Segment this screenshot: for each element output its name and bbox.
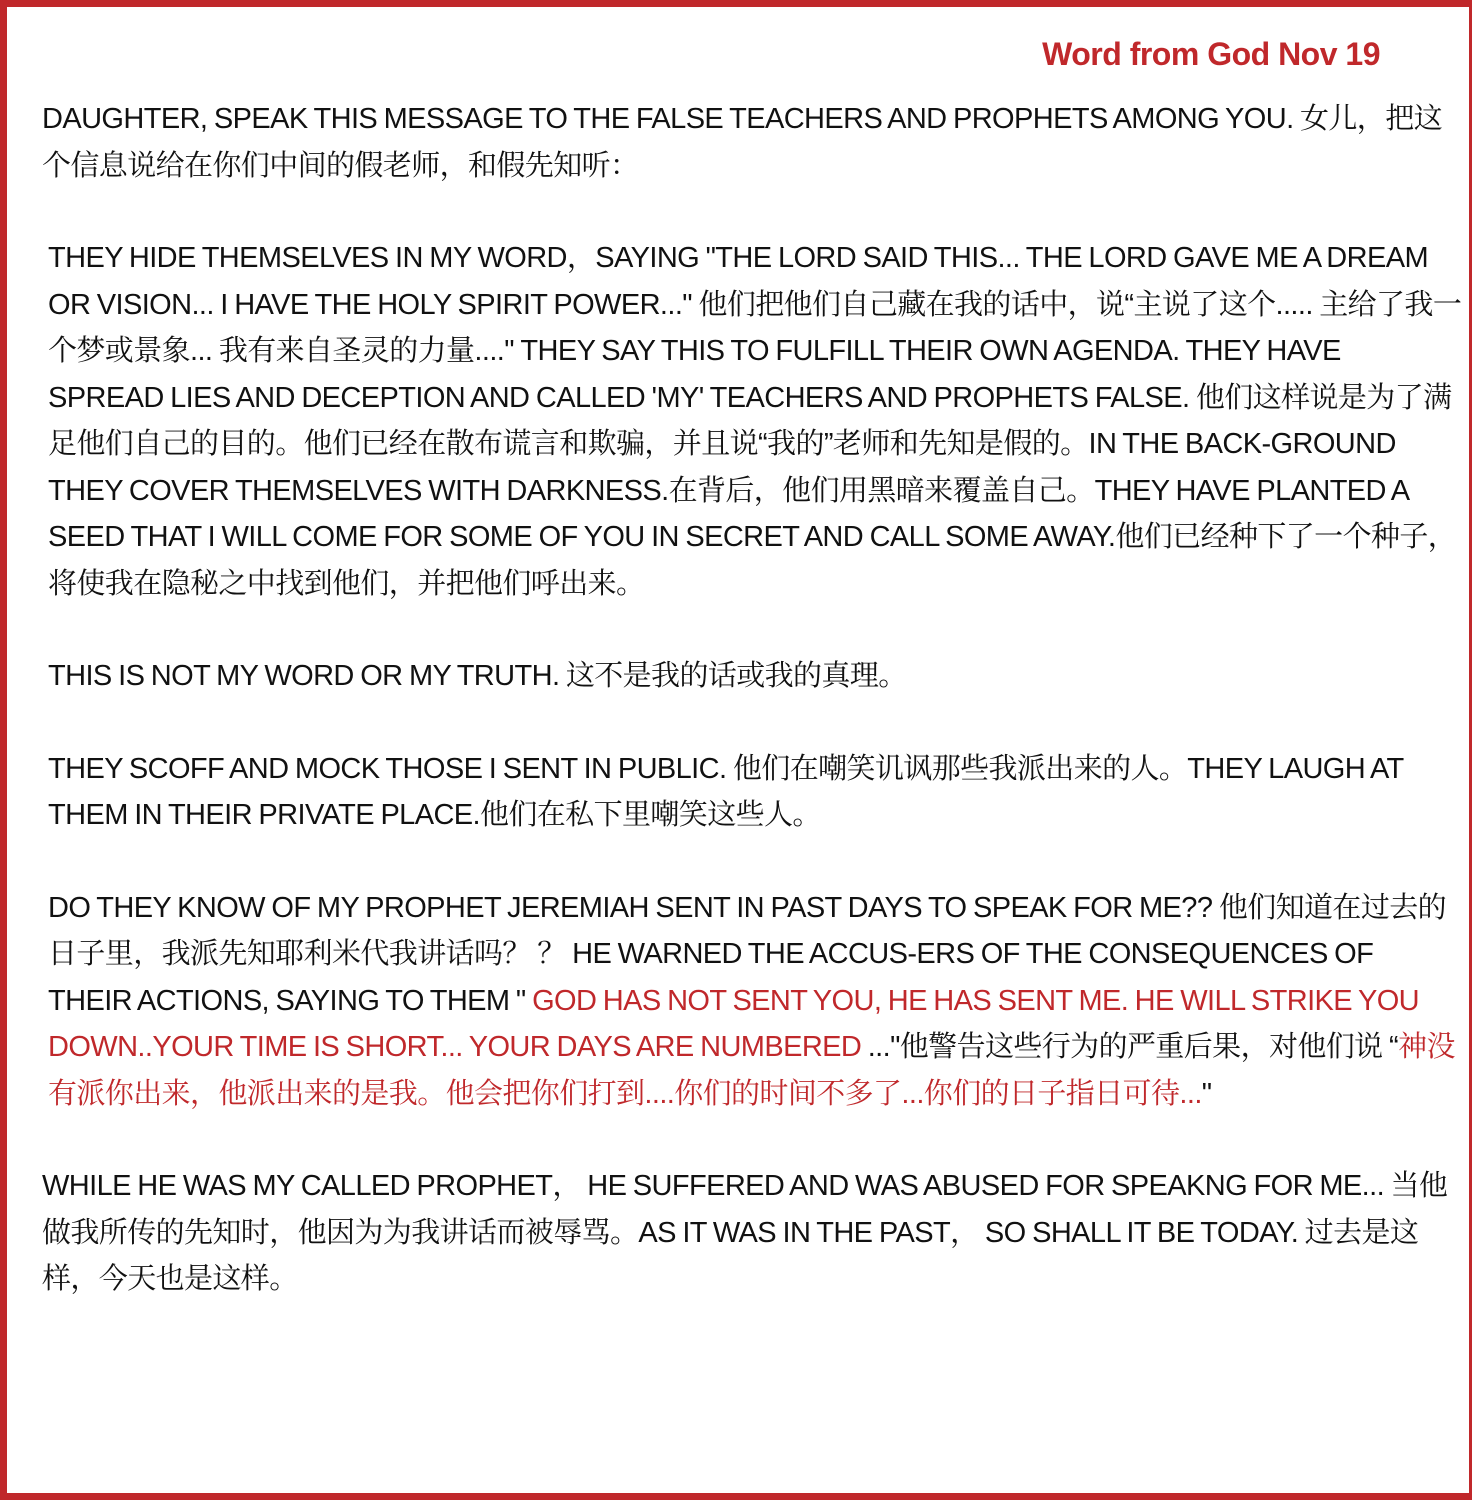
paragraph-scoff-mock: THEY SCOFF AND MOCK THOSE I SENT IN PUBLIC. 他们在嘲笑讥讽那些我派出来的人。THEY LAUGH AT THEM IN THEIR PRIVATE PLACE.他们在私下里嘲笑这些人。 [48, 752, 1404, 831]
paragraph-not-my-word: THIS IS NOT MY WORD OR MY TRUTH. 这不是我的话或我的真理。 [48, 660, 907, 692]
jeremiah-text-c: " [1201, 1077, 1212, 1110]
paragraph-jeremiah [42, 885, 1462, 1118]
paragraph-suffered: WHILE HE WAS MY CALLED PROPHET， HE SUFFERED AND WAS ABUSED FOR SPEAKNG FOR ME... 当他做我所传的先知时，他因为为我讲话而被辱骂。AS IT WAS IN THE PAST， SO SHALL IT BE TODAY. 过去是这样，今天也是这样。 [42, 1170, 1448, 1295]
jeremiah-quote-chinese: 神没有派你出来，他派出来的是我。他会把你们打到....你们的时间不多了...你们的日子指日可待... [48, 1031, 1455, 1110]
paragraph-intro: DAUGHTER, SPEAK THIS MESSAGE TO THE FALSE TEACHERS AND PROPHETS AMONG YOU. 女儿，把这个信息说给在你们中间的假老师，和假先知听： [42, 103, 1442, 182]
jeremiah-text-b: ..."他警告这些行为的严重后果，对他们说 “ [867, 1031, 1399, 1063]
jeremiah-quote-english: GOD HAS NOT SENT YOU, HE HAS SENT ME. HE WILL STRIKE YOU DOWN..YOUR TIME IS SHORT... YOUR DAYS ARE NUMBERED [48, 984, 1419, 1063]
jeremiah-text-a: DO THEY KNOW OF MY PROPHET JEREMIAH SENT IN PAST DAYS TO SPEAK FOR ME?? 他们知道在过去的日子里，我派先知耶利米代我讲话吗？ ？ HE WARNED THE ACCUS-ERS OF THE CONSEQUENCES OF THEIR ACTIONS, SAYING TO THEM " [48, 891, 1447, 1017]
page-title: Word from God Nov 19 [1042, 36, 1380, 72]
message-body [42, 96, 1462, 1303]
paragraph-false-prophets: THEY HIDE THEMSELVES IN MY WORD，SAYING "THE LORD SAID THIS... THE LORD GAVE ME A DREAM OR VISION... I HAVE THE HOLY SPIRIT POWER..." 他们把他们自己藏在我的话中，说“主说了这个..... 主给了我一个梦或景象... 我有来自圣灵的力量...." THEY SAY THIS TO FULFILL THEIR OWN AGENDA. THEY HAVE SPREAD LIES AND DECEPTION AND CALLED 'MY' TEACHERS AND PROPHETS FALSE. 他们这样说是为了满足他们自己的目的。他们已经在散布谎言和欺骗，并且说“我的”老师和先知是假的。IN THE BACK-GROUND THEY COVER THEMSELVES WITH DARKNESS.在背后，他们用黑暗来覆盖自己。THEY HAVE PLANTED A SEED THAT I WILL COME FOR SOME OF YOU IN SECRET AND CALL SOME AWAY.他们已经种下了一个种子，将使我在隐秘之中找到他们，并把他们呼出来。 [48, 242, 1462, 600]
